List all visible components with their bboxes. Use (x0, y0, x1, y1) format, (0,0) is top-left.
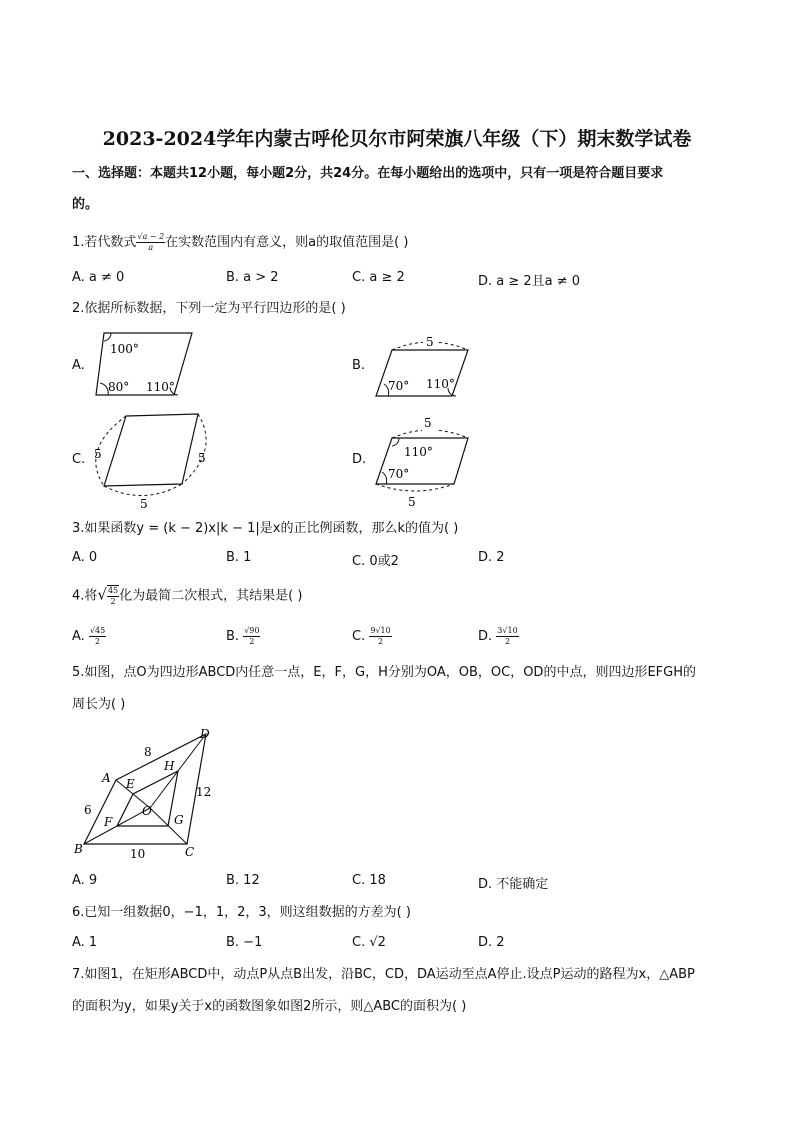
q5-option-b[interactable]: B. 12 (226, 873, 260, 888)
q2b-angle-110: 110° (426, 377, 455, 391)
q1-fraction: $\frac{√a - 2}{a}$ (137, 232, 165, 252)
q2-figure-a (90, 325, 200, 400)
q1-option-b[interactable]: B. a > 2 (226, 270, 279, 285)
q6-option-b[interactable]: B. −1 (226, 935, 263, 950)
q3-option-b[interactable]: B. 1 (226, 550, 252, 565)
q4-option-a[interactable]: A. $\frac{√45}{2}$ (72, 626, 106, 646)
q5-label-b: B (74, 842, 83, 856)
q6-option-a[interactable]: A. 1 (72, 935, 98, 950)
q5-side-bc: 10 (130, 847, 146, 861)
q4-option-c[interactable]: C. $\frac{9√10}{2}$ (352, 626, 391, 646)
q2c-side-left: 5 (94, 447, 102, 461)
q2-figure-c (88, 410, 218, 512)
question-4 (72, 585, 302, 607)
q5-label-a: A (102, 771, 111, 785)
q1-prefix: 1.若代数式 (72, 235, 137, 250)
q3-option-d[interactable]: D. 2 (478, 550, 505, 565)
q1-option-d[interactable]: D. a ≥ 2且a ≠ 0 (478, 274, 581, 289)
section-heading-cont: 的。 (72, 197, 99, 212)
q2a-angle-80: 80° (108, 380, 130, 394)
q2-option-b-label[interactable]: B. (352, 358, 366, 373)
q4-radicand: $\frac{45}{2}$ (107, 586, 119, 606)
section-heading: 一、选择题：本题共12小题，每小题2分，共24分。在每小题给出的选项中，只有一项是符合题目要求 (72, 166, 664, 181)
q5-side-ab: 6 (84, 803, 92, 817)
question-2: 2.依据所标数据，下列一定为平行四边形的是( ) (72, 301, 346, 316)
question-3: 3.如果函数y = (k − 2)x|k − 1|是x的正比例函数，那么k的值为( ) (72, 521, 459, 536)
q2-figure-b (370, 332, 480, 400)
q4-suffix: 化为最简二次根式，其结果是( ) (119, 588, 303, 604)
q5-option-c[interactable]: C. 18 (352, 873, 386, 888)
q5-figure (72, 722, 222, 864)
q5-label-d: D (200, 727, 210, 741)
q5-side-cd: 12 (196, 785, 212, 799)
q4-option-d[interactable]: D. $\frac{3√10}{2}$ (478, 626, 518, 646)
question-7: 7.如图1，在矩形ABCD中，动点P从点B出发，沿BC，CD，DA运动至点A停止.设点P运动的路程为x，△ABP (72, 967, 695, 982)
question-5: 5.如图，点O为四边形ABCD内任意一点，E，F，G，H分别为OA，OB，OC，OD的中点，则四边形EFGH的 (72, 665, 696, 680)
q5-label-f: F (104, 815, 113, 829)
q5-side-ad: 8 (144, 745, 152, 759)
q5-label-h: H (164, 759, 175, 773)
q1-suffix: 在实数范围内有意义，则a的取值范围是( ) (165, 235, 409, 250)
q2c-side-right: 5 (198, 451, 206, 465)
q2a-angle-110: 110° (146, 380, 175, 394)
q2d-angle-110: 110° (404, 445, 433, 459)
q2b-angle-70: 70° (388, 379, 410, 393)
q2b-side-5: 5 (426, 335, 434, 349)
q2-option-c-label[interactable]: C. (72, 452, 86, 467)
q2c-side-bottom: 5 (140, 497, 148, 511)
q5-label-o: O (142, 804, 152, 818)
q4-prefix: 4.将 (72, 588, 98, 604)
q1-option-a[interactable]: A. a ≠ 0 (72, 270, 125, 285)
q3-option-c[interactable]: C. 0或2 (352, 554, 399, 569)
q2a-angle-100: 100° (110, 342, 139, 356)
q6-option-c[interactable]: C. √2 (352, 935, 386, 950)
q5-label-g: G (174, 813, 184, 827)
question-7-cont: 的面积为y，如果y关于x的函数图象如图2所示，则△ABC的面积为( ) (72, 999, 467, 1014)
question-6: 6.已知一组数据0，−1，1，2，3，则这组数据的方差为( ) (72, 905, 411, 920)
q5-label-e: E (126, 777, 135, 791)
question-1 (72, 232, 408, 253)
q4-option-b[interactable]: B. $\frac{√90}{2}$ (226, 626, 260, 646)
q2-option-a-label[interactable]: A. (72, 358, 85, 373)
question-5-cont: 周长为( ) (72, 697, 126, 712)
q3-option-a[interactable]: A. 0 (72, 550, 98, 565)
q5-option-d[interactable]: D. 不能确定 (478, 877, 549, 892)
q5-option-a[interactable]: A. 9 (72, 873, 98, 888)
page-title: 2023-2024学年内蒙古呼伦贝尔市阿荣旗八年级（下）期末数学试卷 (102, 128, 692, 150)
q2d-side-bottom: 5 (408, 495, 416, 509)
q5-label-c: C (185, 845, 195, 859)
q6-option-d[interactable]: D. 2 (478, 935, 505, 950)
q2d-angle-70: 70° (388, 467, 410, 481)
q2-option-d-label[interactable]: D. (352, 452, 367, 467)
q2-figure-d (370, 412, 480, 510)
q2d-side-top: 5 (424, 416, 432, 430)
sqrt-icon: √ (97, 585, 107, 604)
q1-option-c[interactable]: C. a ≥ 2 (352, 270, 405, 285)
